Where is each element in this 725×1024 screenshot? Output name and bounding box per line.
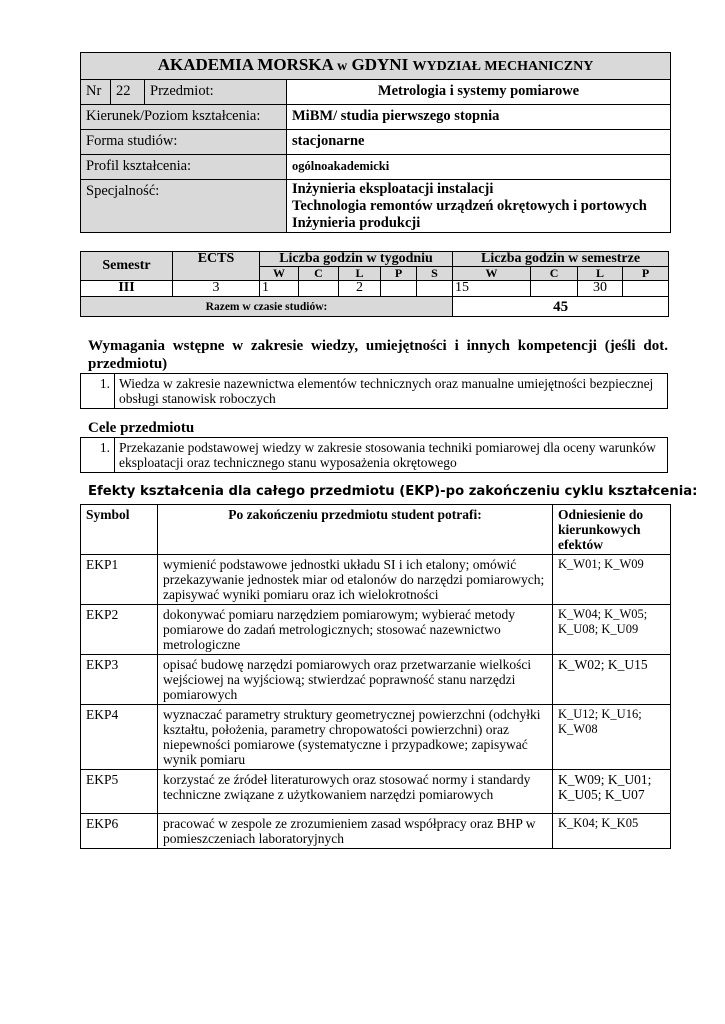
weekly-value-w: 1 [260,281,299,297]
ekp-desc: pracować w zespole ze zrozumieniem zasad współpracy oraz BHP w pomieszczeniach laboratoryjnych [158,814,553,849]
semester-col-c: C [531,267,578,281]
weekly-col-l: L [339,267,381,281]
weekly-col-s: S [417,267,453,281]
ekp-desc: dokonywać pomiaru narzędziem pomiarowym; wybierać metody pomiarowe do zadań metrologicznych; stosować nazewnictwo metrologiczne [158,605,553,655]
semester-hours-header: Liczba godzin w semestrze [453,252,669,267]
field-label: Kierunek/Poziom kształcenia: [81,105,287,130]
goals-heading: Cele przedmiotu [88,420,195,436]
list-item [81,374,668,409]
ekp-col-desc: Po zakończeniu przedmiotu student potrafi: [158,505,553,555]
course-header-table [80,52,671,233]
ekp-col-ref: Odniesienie do kierunkowych efektów [553,505,671,555]
ekp-ref: K_W02; K_U15 [553,655,671,705]
semester-value-c [531,281,578,297]
semester-col-l: L [578,267,623,281]
study-form-label: Forma studiów: [81,130,287,155]
ects-value: 3 [173,281,260,297]
weekly-value-s [417,281,453,297]
ekp-desc: korzystać ze źródeł literaturowych oraz stosować normy i standardy techniczne związane z użytkowaniem narzędzi pomiarowych [158,770,553,814]
ekp-desc: opisać budowę narzędzi pomiarowych oraz przetwarzanie wielkości wejściowej na wyjściową; stwierdzać poprawność stanu narzędzi pomiarowych [158,655,553,705]
title-part3: WYDZIAŁ MECHANICZNY [412,59,594,74]
profile-value: ogólnoakademicki [287,155,671,180]
goals-table [80,437,668,473]
semester-header: Semestr [81,252,173,281]
ekp-symbol: EKP1 [81,555,158,605]
total-value: 45 [453,297,669,317]
specialty-values [287,180,671,233]
subject-value: Metrologia i systemy pomiarowe [287,80,671,105]
title-w: w [337,59,348,74]
specialty-item: Technologia remontów urządzeń okrętowych i portowych [292,198,647,214]
requirement-number: 1. [81,374,115,409]
weekly-value-l: 2 [339,281,381,297]
subject-label: Przedmiot: [145,80,287,105]
ekp-ref: K_K04; K_K05 [553,814,671,849]
profile-label: Profil kształcenia: [81,155,287,180]
ekp-col-symbol: Symbol [81,505,158,555]
table-row [81,555,671,605]
university-title [81,53,671,80]
specialty-item: Inżynieria eksploatacji instalacji [292,181,494,197]
title-part2: GDYNI [351,55,409,74]
nr-value: 22 [111,80,145,105]
weekly-value-p [381,281,417,297]
ekp-desc: wymienić podstawowe jednostki układu SI i ich etalony; omówić przekazywanie jednostek miar od etalonów do narzędzi pomiarowych; zapisywać wyniki pomiaru oraz ich wielokrotności [158,555,553,605]
semester-col-w: W [453,267,531,281]
semester-value-w: 15 [453,281,531,297]
goal-text: Przekazanie podstawowej wiedzy w zakresie stosowania techniki pomiarowej dla oceny warunków eksploatacji oraz technicznego stanu wyposażenia okrętowego [115,438,668,473]
ects-header: ECTS [173,252,260,281]
semester-value-l: 30 [578,281,623,297]
ekp-desc: wyznaczać parametry struktury geometrycznej powierzchni (odchyłki kształtu, położenia, parametry chropowatości powierzchni) oraz niepewności pomiarowe (systematyczne i przypadkowe; zapisywać wynik pomiaru [158,705,553,770]
semester-value-p [623,281,669,297]
goal-number: 1. [81,438,115,473]
ekp-symbol: EKP3 [81,655,158,705]
table-row [81,770,671,814]
specialty-label: Specjalność: [81,180,287,233]
ekp-symbol: EKP4 [81,705,158,770]
weekly-col-c: C [299,267,339,281]
semester-value: III [81,281,173,297]
requirements-table [80,373,668,409]
weekly-hours-header: Liczba godzin w tygodniu [260,252,453,267]
ekp-symbol: EKP2 [81,605,158,655]
requirement-text: Wiedza w zakresie nazewnictwa elementów technicznych oraz manualne umiejętności bezpiecznej obsługi stanowisk roboczych [115,374,668,409]
ekp-ref: K_W04; K_W05; K_U08; K_U09 [553,605,671,655]
study-form-value: stacjonarne [287,130,671,155]
weekly-col-p: P [381,267,417,281]
ekp-symbol: EKP6 [81,814,158,849]
specialty-item: Inżynieria produkcji [292,215,421,231]
ekp-heading: Efekty kształcenia dla całego przedmiotu (EKP)-po zakończeniu cyklu kształcenia: [88,484,698,499]
list-item [81,438,668,473]
table-row [81,705,671,770]
ekp-table [80,504,671,849]
ekp-ref: K_W09; K_U01; K_U05; K_U07 [553,770,671,814]
ekp-symbol: EKP5 [81,770,158,814]
weekly-col-w: W [260,267,299,281]
total-label: Razem w czasie studiów: [81,297,453,317]
field-value: MiBM/ studia pierwszego stopnia [287,105,671,130]
semester-col-p: P [623,267,669,281]
ekp-ref: K_U12; K_U16; K_W08 [553,705,671,770]
table-row [81,655,671,705]
ekp-ref: K_W01; K_W09 [553,555,671,605]
hours-table [80,251,669,317]
table-row [81,605,671,655]
nr-label: Nr [81,80,111,105]
table-row [81,814,671,849]
requirements-heading: Wymagania wstępne w zakresie wiedzy, umiejętności i innych kompetencji (jeśli dot. przedmiotu) [88,338,668,372]
title-part1: AKADEMIA MORSKA [157,55,333,74]
weekly-value-c [299,281,339,297]
